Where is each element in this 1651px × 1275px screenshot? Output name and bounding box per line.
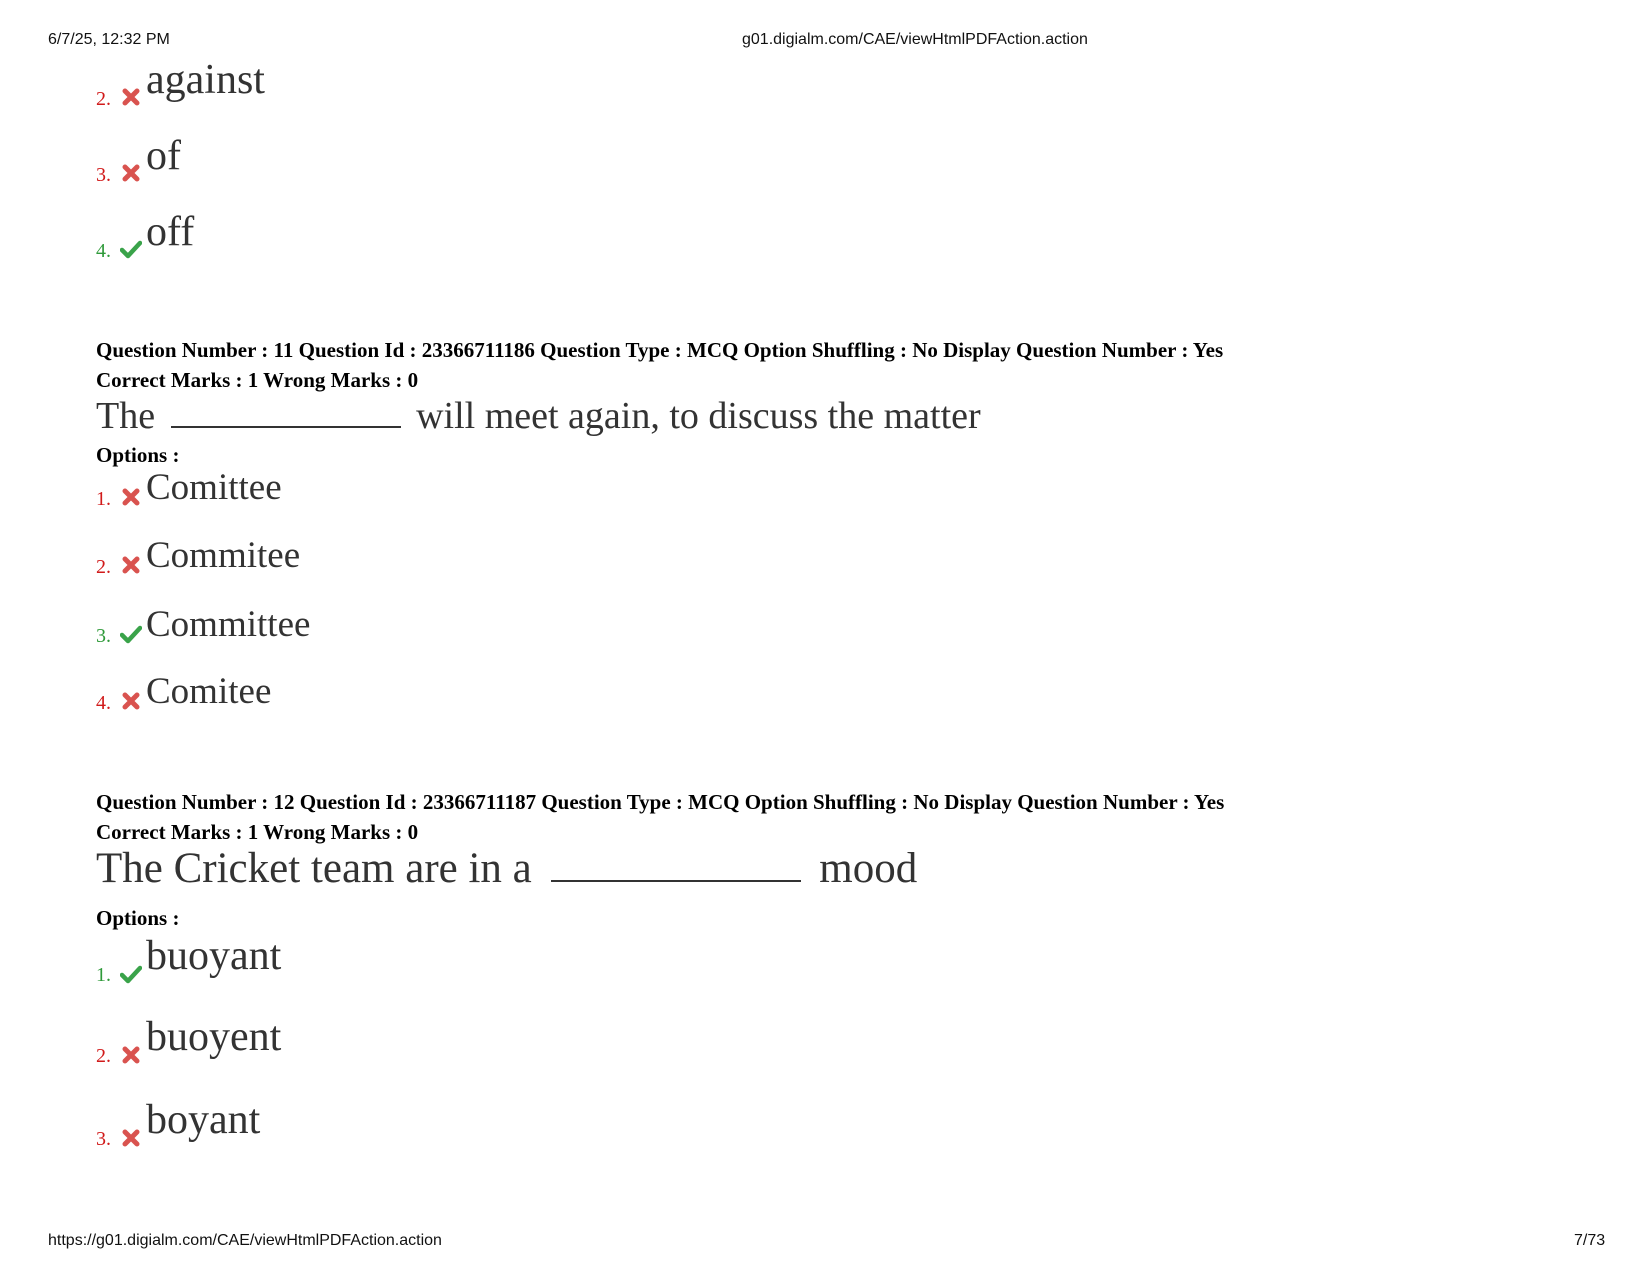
option-number: 1. [96, 488, 111, 510]
option-text: boyant [146, 1097, 261, 1143]
option-number: 4. [96, 240, 111, 262]
marks-meta: Correct Marks : 1 Wrong Marks : 0 [96, 820, 419, 844]
marks-meta: Correct Marks : 1 Wrong Marks : 0 [96, 368, 419, 392]
option-number: 3. [96, 164, 111, 186]
cross-icon [120, 486, 142, 508]
option-text: buoyant [146, 933, 282, 979]
cross-icon [120, 690, 142, 712]
option-number: 4. [96, 692, 111, 714]
question-stem [96, 394, 981, 438]
option-text: Committee [146, 604, 311, 645]
cross-icon [120, 1044, 142, 1066]
option-text: Comitee [146, 671, 272, 712]
option-number: 1. [96, 964, 111, 986]
stem-before: The [96, 395, 156, 437]
cross-icon [120, 1127, 142, 1149]
option-text: off [146, 209, 195, 255]
option-number: 2. [96, 556, 111, 578]
page-number: 7/73 [1574, 1232, 1606, 1249]
options-label: Options : [96, 443, 180, 467]
question-meta: Question Number : 11 Question Id : 23366711186 Question Type : MCQ Option Shuffling : No Display Question Number : Yes [96, 338, 1224, 362]
option-text: of [146, 133, 181, 179]
answer-blank [171, 426, 401, 428]
stem-after: will meet again, to discuss the matter [416, 395, 981, 437]
option-number: 3. [96, 625, 111, 647]
option-text: Commitee [146, 535, 301, 576]
question-stem [96, 844, 917, 893]
options-label: Options : [96, 906, 180, 930]
check-icon [120, 623, 142, 645]
cross-icon [120, 554, 142, 576]
cross-icon [120, 162, 142, 184]
option-number: 2. [96, 1045, 111, 1067]
stem-after: mood [819, 845, 918, 892]
option-number: 3. [96, 1128, 111, 1150]
answer-blank [551, 880, 801, 882]
option-text: buoyent [146, 1014, 282, 1060]
check-icon [120, 238, 142, 260]
print-title-url: g01.digialm.com/CAE/viewHtmlPDFAction.action [742, 31, 1088, 48]
option-text: against [146, 57, 265, 103]
stem-before: The Cricket team are in a [96, 845, 532, 892]
footer-url: https://g01.digialm.com/CAE/viewHtmlPDFAction.action [48, 1232, 442, 1249]
option-number: 2. [96, 88, 111, 110]
question-meta: Question Number : 12 Question Id : 23366711187 Question Type : MCQ Option Shuffling : No Display Question Number : Yes [96, 790, 1225, 814]
check-icon [120, 963, 142, 985]
print-datetime: 6/7/25, 12:32 PM [48, 31, 170, 48]
option-text: Comittee [146, 467, 282, 508]
cross-icon [120, 86, 142, 108]
